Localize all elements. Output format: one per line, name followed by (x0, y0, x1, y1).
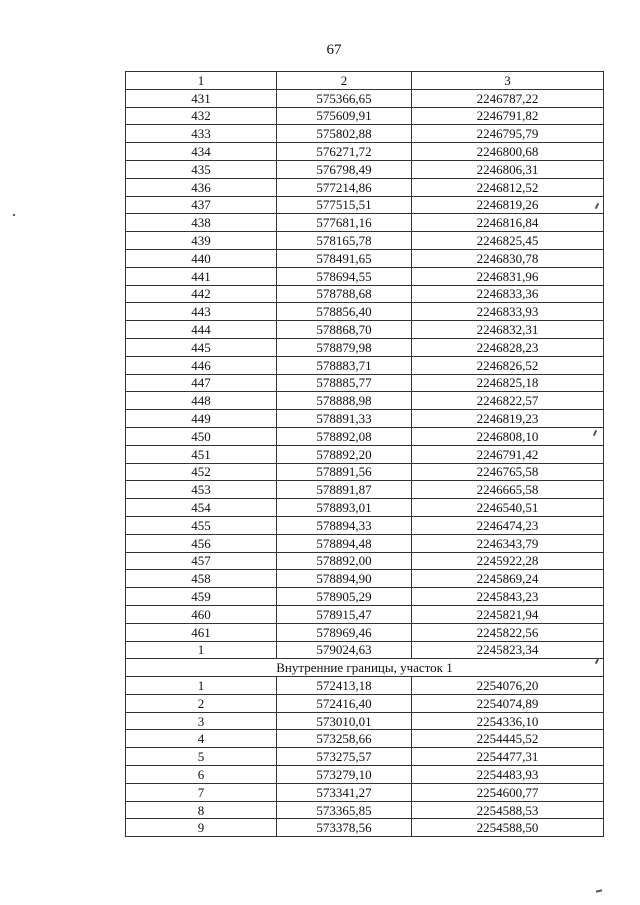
y-coordinate-cell: 2246828,23 (412, 338, 604, 356)
table-row (126, 89, 604, 107)
x-coordinate-cell: 573279,10 (277, 766, 412, 784)
y-coordinate-cell: 2246830,78 (412, 249, 604, 267)
table-row (126, 107, 604, 125)
point-number-cell: 440 (126, 249, 277, 267)
table-row (126, 801, 604, 819)
table-row (126, 748, 604, 766)
x-coordinate-cell: 578883,71 (277, 356, 412, 374)
x-coordinate-cell: 578879,98 (277, 338, 412, 356)
x-coordinate-cell: 578891,33 (277, 410, 412, 428)
point-number-cell: 446 (126, 356, 277, 374)
x-coordinate-cell: 578915,47 (277, 605, 412, 623)
x-coordinate-cell: 575802,88 (277, 125, 412, 143)
header-cell-2: 2 (277, 72, 412, 90)
table-row (126, 321, 604, 339)
y-coordinate-cell: 2246832,31 (412, 321, 604, 339)
y-coordinate-cell: 2254588,50 (412, 819, 604, 837)
table-row (126, 552, 604, 570)
x-coordinate-cell: 573010,01 (277, 712, 412, 730)
x-coordinate-cell: 578892,00 (277, 552, 412, 570)
y-coordinate-cell: 2245922,28 (412, 552, 604, 570)
table-row (126, 481, 604, 499)
y-coordinate-cell: 2246822,57 (412, 392, 604, 410)
point-number-cell: 438 (126, 214, 277, 232)
table-row (126, 356, 604, 374)
x-coordinate-cell: 578894,48 (277, 534, 412, 552)
header-cell-1: 1 (126, 72, 277, 90)
y-coordinate-cell: 2246819,23 (412, 410, 604, 428)
point-number-cell: 444 (126, 321, 277, 339)
point-number-cell: 431 (126, 89, 277, 107)
y-coordinate-cell: 2245869,24 (412, 570, 604, 588)
y-coordinate-cell: 2246826,52 (412, 356, 604, 374)
y-coordinate-cell: 2246765,58 (412, 463, 604, 481)
y-coordinate-cell: 2245822,56 (412, 623, 604, 641)
table-body (126, 72, 604, 837)
table-row (126, 694, 604, 712)
y-coordinate-cell: 2254445,52 (412, 730, 604, 748)
point-number-cell: 7 (126, 783, 277, 801)
page-number: 67 (326, 42, 342, 58)
table-row (126, 463, 604, 481)
x-coordinate-cell: 578894,33 (277, 516, 412, 534)
x-coordinate-cell: 577515,51 (277, 196, 412, 214)
x-coordinate-cell: 573378,56 (277, 819, 412, 837)
point-number-cell: 435 (126, 160, 277, 178)
y-coordinate-cell: 2245821,94 (412, 605, 604, 623)
x-coordinate-cell: 578969,46 (277, 623, 412, 641)
table-row (126, 196, 604, 214)
y-coordinate-cell: 2254336,10 (412, 712, 604, 730)
y-coordinate-cell: 2245823,34 (412, 641, 604, 659)
y-coordinate-cell: 2254477,31 (412, 748, 604, 766)
x-coordinate-cell: 578905,29 (277, 588, 412, 606)
table-row (126, 499, 604, 517)
table-row (126, 766, 604, 784)
table-row (126, 641, 604, 659)
x-coordinate-cell: 573341,27 (277, 783, 412, 801)
y-coordinate-cell: 2246474,23 (412, 516, 604, 534)
point-number-cell: 6 (126, 766, 277, 784)
point-number-cell: 2 (126, 694, 277, 712)
point-number-cell: 453 (126, 481, 277, 499)
table-row (126, 588, 604, 606)
y-coordinate-cell: 2246812,52 (412, 178, 604, 196)
x-coordinate-cell: 577681,16 (277, 214, 412, 232)
y-coordinate-cell: 2254074,89 (412, 694, 604, 712)
point-number-cell: 434 (126, 143, 277, 161)
point-number-cell: 442 (126, 285, 277, 303)
y-coordinate-cell: 2254076,20 (412, 677, 604, 695)
y-coordinate-cell: 2246833,36 (412, 285, 604, 303)
coordinates-table (125, 71, 604, 837)
x-coordinate-cell: 578491,65 (277, 249, 412, 267)
point-number-cell: 1 (126, 641, 277, 659)
x-coordinate-cell: 578888,98 (277, 392, 412, 410)
table-row (126, 730, 604, 748)
table-row (126, 445, 604, 463)
point-number-cell: 445 (126, 338, 277, 356)
table-row (126, 677, 604, 695)
y-coordinate-cell: 2246343,79 (412, 534, 604, 552)
x-coordinate-cell: 579024,63 (277, 641, 412, 659)
x-coordinate-cell: 573258,66 (277, 730, 412, 748)
table-row (126, 605, 604, 623)
y-coordinate-cell: 2246540,51 (412, 499, 604, 517)
y-coordinate-cell: 2246819,26 (412, 196, 604, 214)
point-number-cell: 443 (126, 303, 277, 321)
x-coordinate-cell: 578885,77 (277, 374, 412, 392)
point-number-cell: 439 (126, 232, 277, 250)
table-row (126, 410, 604, 428)
x-coordinate-cell: 572413,18 (277, 677, 412, 695)
table-row (126, 267, 604, 285)
x-coordinate-cell: 578788,68 (277, 285, 412, 303)
point-number-cell: 456 (126, 534, 277, 552)
x-coordinate-cell: 578893,01 (277, 499, 412, 517)
x-coordinate-cell: 578856,40 (277, 303, 412, 321)
y-coordinate-cell: 2254483,93 (412, 766, 604, 784)
point-number-cell: 441 (126, 267, 277, 285)
point-number-cell: 1 (126, 677, 277, 695)
header-row (126, 72, 604, 90)
x-coordinate-cell: 575609,91 (277, 107, 412, 125)
header-cell-3: 3 (412, 72, 604, 90)
y-coordinate-cell: 2246816,84 (412, 214, 604, 232)
y-coordinate-cell: 2246787,22 (412, 89, 604, 107)
y-coordinate-cell: 2254600,77 (412, 783, 604, 801)
point-number-cell: 459 (126, 588, 277, 606)
table-row (126, 160, 604, 178)
y-coordinate-cell: 2246791,42 (412, 445, 604, 463)
y-coordinate-cell: 2246831,96 (412, 267, 604, 285)
scan-mark (13, 214, 15, 216)
point-number-cell: 451 (126, 445, 277, 463)
section-header-row (126, 659, 604, 677)
point-number-cell: 437 (126, 196, 277, 214)
x-coordinate-cell: 576798,49 (277, 160, 412, 178)
table-row (126, 712, 604, 730)
table-row (126, 427, 604, 445)
y-coordinate-cell: 2246808,10 (412, 427, 604, 445)
point-number-cell: 8 (126, 801, 277, 819)
table-row (126, 125, 604, 143)
table-row (126, 303, 604, 321)
y-coordinate-cell: 2246825,45 (412, 232, 604, 250)
x-coordinate-cell: 578894,90 (277, 570, 412, 588)
point-number-cell: 436 (126, 178, 277, 196)
scan-mark (596, 889, 602, 892)
y-coordinate-cell: 2246825,18 (412, 374, 604, 392)
x-coordinate-cell: 578694,55 (277, 267, 412, 285)
y-coordinate-cell: 2246791,82 (412, 107, 604, 125)
point-number-cell: 452 (126, 463, 277, 481)
x-coordinate-cell: 576271,72 (277, 143, 412, 161)
point-number-cell: 9 (126, 819, 277, 837)
y-coordinate-cell: 2246806,31 (412, 160, 604, 178)
table-row (126, 338, 604, 356)
point-number-cell: 3 (126, 712, 277, 730)
table-row (126, 783, 604, 801)
x-coordinate-cell: 572416,40 (277, 694, 412, 712)
x-coordinate-cell: 578891,87 (277, 481, 412, 499)
point-number-cell: 454 (126, 499, 277, 517)
x-coordinate-cell: 578891,56 (277, 463, 412, 481)
point-number-cell: 461 (126, 623, 277, 641)
x-coordinate-cell: 578868,70 (277, 321, 412, 339)
point-number-cell: 449 (126, 410, 277, 428)
section-title: Внутренние границы, участок 1 (126, 659, 604, 677)
table-row (126, 623, 604, 641)
table-row (126, 392, 604, 410)
x-coordinate-cell: 575366,65 (277, 89, 412, 107)
table-row (126, 819, 604, 837)
x-coordinate-cell: 577214,86 (277, 178, 412, 196)
x-coordinate-cell: 578892,08 (277, 427, 412, 445)
y-coordinate-cell: 2246665,58 (412, 481, 604, 499)
point-number-cell: 458 (126, 570, 277, 588)
y-coordinate-cell: 2254588,53 (412, 801, 604, 819)
y-coordinate-cell: 2245843,23 (412, 588, 604, 606)
table-row (126, 214, 604, 232)
x-coordinate-cell: 573365,85 (277, 801, 412, 819)
x-coordinate-cell: 578892,20 (277, 445, 412, 463)
point-number-cell: 447 (126, 374, 277, 392)
y-coordinate-cell: 2246833,93 (412, 303, 604, 321)
table-row (126, 249, 604, 267)
y-coordinate-cell: 2246800,68 (412, 143, 604, 161)
table-row (126, 516, 604, 534)
table-row (126, 374, 604, 392)
table-row (126, 570, 604, 588)
point-number-cell: 432 (126, 107, 277, 125)
y-coordinate-cell: 2246795,79 (412, 125, 604, 143)
table-row (126, 178, 604, 196)
point-number-cell: 450 (126, 427, 277, 445)
table-row (126, 534, 604, 552)
table-row (126, 143, 604, 161)
point-number-cell: 460 (126, 605, 277, 623)
point-number-cell: 4 (126, 730, 277, 748)
point-number-cell: 5 (126, 748, 277, 766)
x-coordinate-cell: 573275,57 (277, 748, 412, 766)
point-number-cell: 455 (126, 516, 277, 534)
point-number-cell: 448 (126, 392, 277, 410)
point-number-cell: 433 (126, 125, 277, 143)
table-row (126, 285, 604, 303)
x-coordinate-cell: 578165,78 (277, 232, 412, 250)
point-number-cell: 457 (126, 552, 277, 570)
table-row (126, 232, 604, 250)
